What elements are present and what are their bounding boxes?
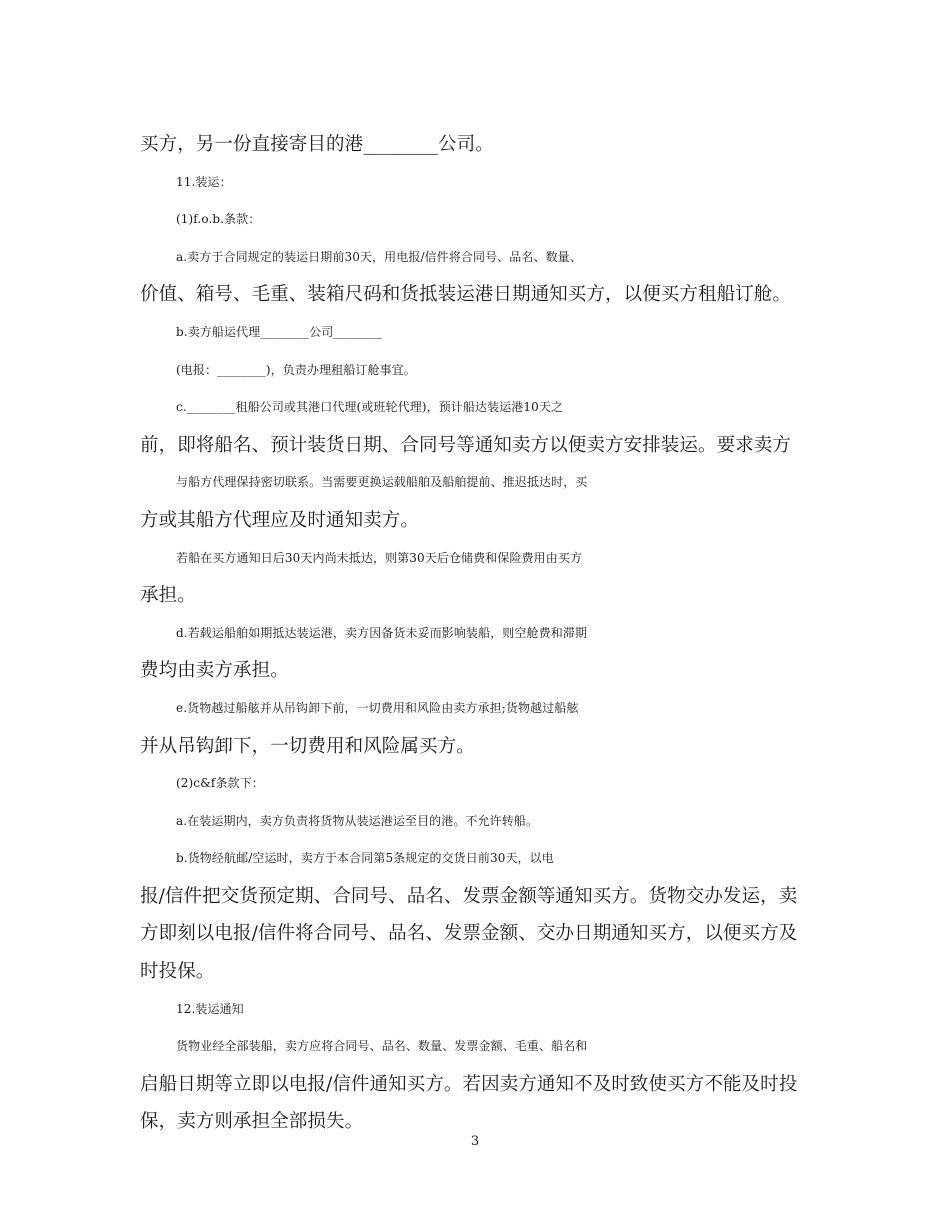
text-line: 若船在买方通知日后30天内尚未抵达，则第30天后仓储费和保险费用由买方 <box>176 550 583 565</box>
text-line: (电报：________)，负责办理租船订舱事宜。 <box>176 362 416 377</box>
text-line: 时投保。 <box>140 961 215 983</box>
text-line: 承担。 <box>140 585 196 607</box>
text-line: (1)f.o.b.条款： <box>176 212 261 227</box>
text-line: 货物业经全部装船，卖方应将合同号、品名、数量、发票金额、毛重、船名和 <box>176 1039 588 1054</box>
page-number: 3 <box>470 1134 480 1149</box>
text-line: a.在装运期内，卖方负责将货物从装运港运至目的港。不允许转船。 <box>176 813 539 828</box>
text-line: 费均由卖方承担。 <box>140 660 289 682</box>
text-line: e.货物越过船舷并从吊钩卸下前，一切费用和风险由卖方承担;货物越过船舷 <box>176 700 579 715</box>
text-line: 12.装运通知 <box>176 1001 244 1016</box>
text-line: 价值、箱号、毛重、装箱尺码和货抵装运港日期通知买方，以便买方租船订舱。 <box>140 284 792 306</box>
text-line: c.________租船公司或其港口代理(或班轮代理)，预计船达装运港10天之 <box>176 400 564 415</box>
text-line: 前，即将船名、预计装货日期、合同号等通知卖方以便卖方安排装运。要求卖方 <box>140 434 792 456</box>
text-line: b.卖方船运代理________公司________ <box>176 324 383 339</box>
text-line: (2)c&f条款下： <box>176 776 264 791</box>
text-line: a.卖方于合同规定的装运日期前30天，用电报/信件将合同号、品名、数量、 <box>176 249 582 264</box>
text-line: 方或其船方代理应及时通知卖方。 <box>140 509 420 531</box>
text-line: 启船日期等立即以电报/信件通知买方。若因卖方通知不及时致使买方不能及时投 <box>140 1073 798 1095</box>
text-line: 并从吊钩卸下，一切费用和风险属买方。 <box>140 735 475 757</box>
text-line: 保，卖方则承担全部损失。 <box>140 1111 364 1133</box>
text-line: 买方，另一份直接寄目的港________公司。 <box>140 134 494 155</box>
text-line: 与船方代理保持密切联系。当需要更换运载船舶及船舶提前、推迟抵达时，买 <box>176 475 588 490</box>
document-body <box>140 126 812 1141</box>
text-line: 方即刻以电报/信件将合同号、品名、发票金额、交办日期通知买方，以便买方及 <box>140 923 798 945</box>
text-line: 11.装运： <box>176 174 232 189</box>
text-line: 报/信件把交货预定期、合同号、品名、发票金额等通知买方。货物交办发运，卖 <box>140 885 798 907</box>
text-line: d.若载运船舶如期抵达装运港，卖方因备货未妥而影响装船，则空舱费和滞期 <box>176 625 587 640</box>
text-line: b.货物经航邮/空运时，卖方于本合同第5条规定的交货日前30天，以电 <box>176 851 554 866</box>
